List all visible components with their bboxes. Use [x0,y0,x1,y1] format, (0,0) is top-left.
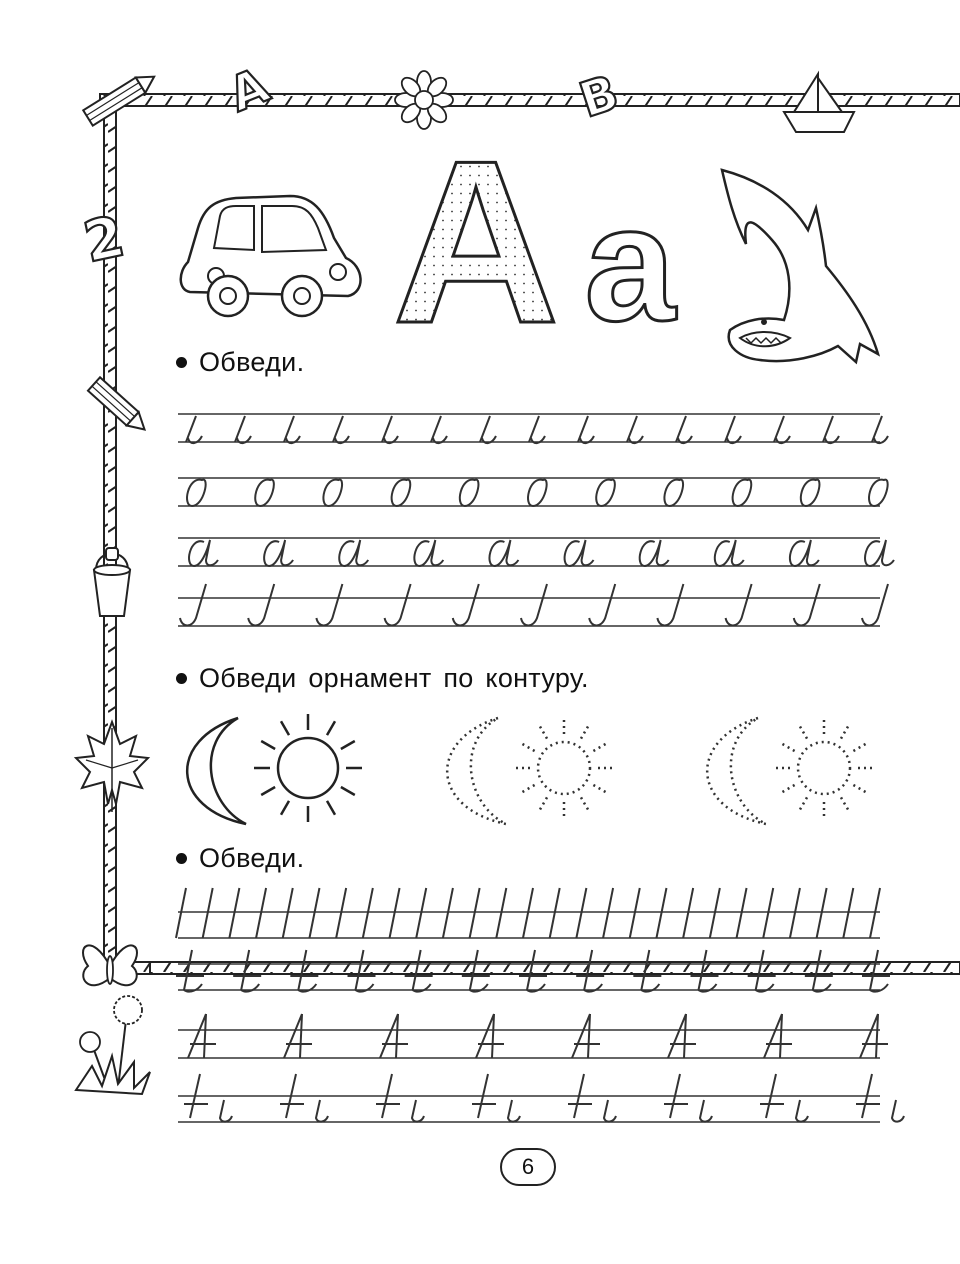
slant-practice-row-1 [176,888,880,938]
sun-ray [341,741,355,749]
cursive-capital [668,1014,696,1058]
cursive-oval [801,480,820,506]
cursive-stroke [568,1074,616,1122]
cursive-hook [794,584,820,626]
cursive-letter [489,540,518,566]
slant-line [817,888,827,938]
cursive-stroke [235,416,251,443]
cursive-oval [664,480,683,506]
cursive-letter [189,540,218,566]
sun-disc [538,742,590,794]
sun-icon [254,714,362,822]
cursive-hook [521,584,547,626]
cursive-oval [869,480,888,506]
maple-leaf-icon [76,722,148,812]
slant-line [550,888,560,938]
cursive-capital [380,1014,408,1058]
slant-line [737,888,747,938]
sun-disc [278,738,338,798]
slant-line [363,888,373,938]
cursive-practice-row-4 [178,584,888,626]
exercise-instruction: Обведи. [199,347,305,377]
cursive-stroke [774,416,790,443]
cursive-stroke [823,416,839,443]
cursive-letter [640,540,669,566]
cursive-oval [596,480,615,506]
cursive-practice-row-2 [178,478,888,506]
cursive-oval [733,480,752,506]
cursive-letter [339,540,368,566]
cursive-oval [460,480,479,506]
sun-ray [853,785,867,793]
slant-line [283,888,293,938]
cursive-stroke [480,416,496,443]
slant-line [416,888,426,938]
sun-ray [281,801,289,815]
cursive-hook [726,584,752,626]
slant-line [229,888,239,938]
exercise-instruction: Обведи. [199,843,305,873]
border-letter: В [573,64,626,130]
cursive-stroke [664,1074,712,1122]
cursive-letter [790,540,819,566]
cursive-stroke [856,1074,904,1122]
ornament-solid [187,714,362,824]
cursive-practice-row-6 [178,1014,888,1058]
slant-line [496,888,506,938]
cursive-stroke [676,416,692,443]
slant-line [710,888,720,938]
sun-ray [841,797,849,811]
exercise-heading-1 [176,347,304,378]
cursive-hook [657,584,683,626]
cursive-hook [248,584,274,626]
cursive-capital [284,1014,312,1058]
slant-line [576,888,586,938]
cursive-letter [865,540,894,566]
slant-line [683,888,693,938]
cursive-oval [323,480,342,506]
cursive-oval [187,480,206,506]
cursive-stroke [431,416,447,443]
cursive-stroke [184,1074,232,1122]
bullet-icon [176,853,187,864]
sun-ray [539,725,547,739]
slant-line [870,888,880,938]
cursive-hook [589,584,615,626]
sun-ray [581,797,589,811]
sun-ray [581,725,589,739]
border-letter-a [221,57,276,123]
sun-ray [327,801,335,815]
cursive-stroke [333,416,349,443]
slant-line [443,888,453,938]
cursive-capital [476,1014,504,1058]
cursive-letter [715,540,744,566]
cursive-capital [764,1014,792,1058]
exercise-heading-2 [176,663,589,694]
slant-line [256,888,266,938]
cursive-oval [255,480,274,506]
sun-ray [799,725,807,739]
sun-ray [327,721,335,735]
cursive-stroke [872,416,888,443]
sun-ray [841,725,849,739]
cursive-stroke [627,416,643,443]
ornament-dotted-2 [707,718,874,824]
sun-icon [774,718,874,818]
cursive-stroke [186,416,202,443]
border-letter-v [573,64,625,129]
moon-icon [707,718,766,824]
ornament-dotted-1 [447,718,614,824]
hero-upper-letter: А [392,113,560,372]
cursive-stroke [472,1074,520,1122]
slant-line [390,888,400,938]
sun-ray [521,785,535,793]
cursive-stroke [725,416,741,443]
border-letter: 2 [78,204,130,276]
moon-icon [447,718,506,824]
sun-disc [798,742,850,794]
moon-icon [187,718,246,824]
sun-ray [521,743,535,751]
exercise-heading-3 [176,843,304,874]
slant-line [470,888,480,938]
slant-line [309,888,319,938]
sun-ray [781,743,795,751]
slant-line [603,888,613,938]
cursive-hook [385,584,411,626]
cursive-stroke [382,416,398,443]
slant-line [843,888,853,938]
bucket-icon [94,548,130,616]
slant-line [763,888,773,938]
cursive-stroke [376,1074,424,1122]
bullet-icon [176,673,187,684]
cursive-letter [414,540,443,566]
cursive-hook [862,584,888,626]
slant-line [656,888,666,938]
cursive-practice-row-7 [178,1074,904,1122]
sun-ray [281,721,289,735]
cursive-oval [528,480,547,506]
sun-ray [261,741,275,749]
exercise-instruction: Обведи орнамент по контуру. [199,663,589,693]
sun-ray [781,785,795,793]
car-icon [181,196,361,316]
sun-ray [593,785,607,793]
cursive-practice-row-3 [178,538,894,566]
cursive-hook [180,584,206,626]
cursive-stroke [284,416,300,443]
dandelion-icon [76,996,150,1094]
sun-ray [853,743,867,751]
cursive-letter [565,540,594,566]
sun-ray [593,743,607,751]
sun-icon [514,718,614,818]
cursive-capital [860,1014,888,1058]
border-letter: А [221,57,277,124]
sun-ray [261,787,275,795]
page-number-text: 6 [521,1154,535,1179]
sun-ray [799,797,807,811]
hero-lower-letter: а [584,172,676,355]
shark-icon [722,170,878,362]
cursive-letter [264,540,293,566]
hero-letters [392,113,677,372]
slant-line [790,888,800,938]
border-letter-2 [78,204,130,276]
cursive-stroke [280,1074,328,1122]
cursive-capital [188,1014,216,1058]
slant-line [630,888,640,938]
cursive-stroke [760,1074,808,1122]
slant-line [336,888,346,938]
cursive-hook [453,584,479,626]
cursive-practice-row-1 [178,414,888,443]
bullet-icon [176,357,187,368]
cursive-oval [392,480,411,506]
sun-ray [341,787,355,795]
cursive-hook [316,584,342,626]
cursive-capital [572,1014,600,1058]
slant-line [203,888,213,938]
cursive-stroke [529,416,545,443]
slant-line [176,888,186,938]
pencil-icon [88,377,151,436]
cursive-stroke [578,416,594,443]
sun-ray [539,797,547,811]
slant-line [523,888,533,938]
page-number [500,1148,556,1186]
